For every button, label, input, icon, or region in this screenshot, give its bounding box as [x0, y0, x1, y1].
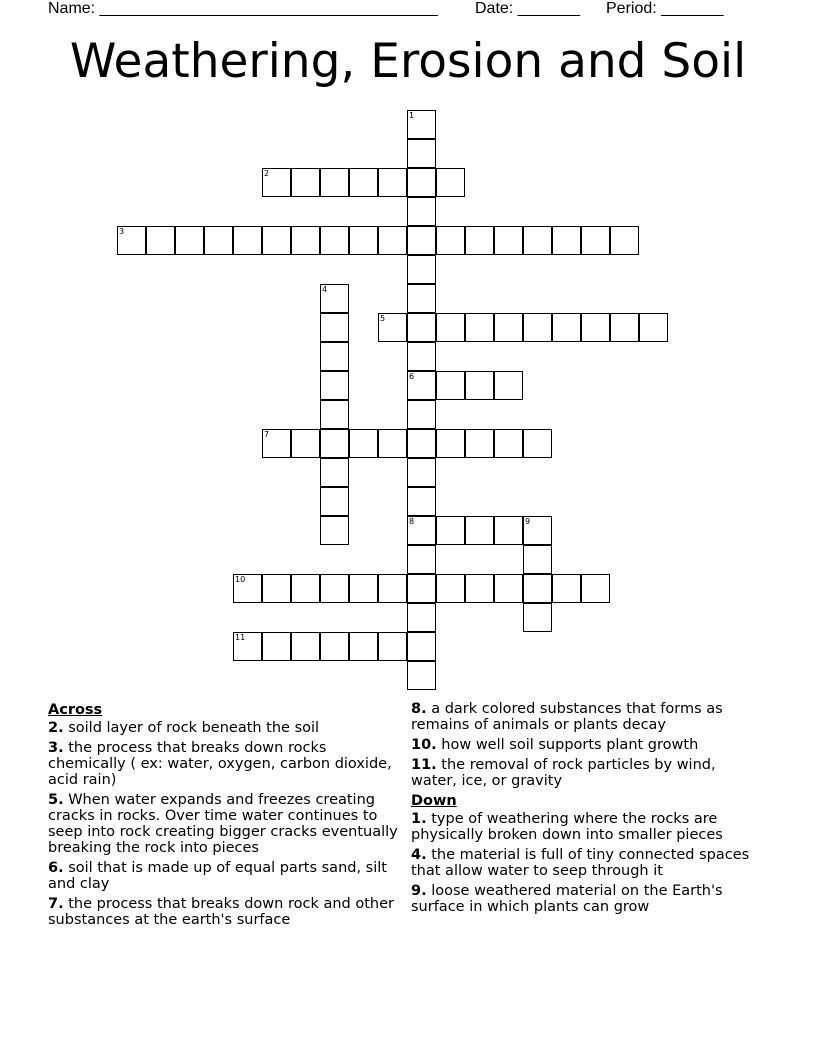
clue-text: soild layer of rock beneath the soil	[68, 720, 320, 736]
crossword-cell[interactable]	[407, 139, 436, 168]
crossword-cell[interactable]	[523, 226, 552, 255]
clue-down-9	[411, 883, 751, 915]
crossword-cell[interactable]	[407, 632, 436, 661]
clue-number: 6.	[48, 860, 64, 876]
crossword-cell[interactable]	[581, 313, 610, 342]
clue-text: the removal of rock particles by wind, water, ice, or gravity	[411, 757, 716, 789]
crossword-cell[interactable]	[407, 197, 436, 226]
crossword-cell[interactable]	[581, 574, 610, 603]
crossword-cell[interactable]	[233, 632, 262, 661]
date-field[interactable]: Date: _______	[475, 0, 580, 17]
across-heading: Across	[48, 702, 103, 718]
clue-text: When water expands and freezes creating cracks in rocks. Over time water continues to seep into rock creating bigger cracks eventually breaking the rock into pieces	[48, 792, 398, 856]
clue-text: type of weathering where the rocks are physically broken down into smaller pieces	[411, 811, 723, 843]
cell-number: 5	[380, 314, 386, 323]
crossword-cell[interactable]	[378, 429, 407, 458]
clue-across-10	[411, 737, 751, 753]
clue-text: the process that breaks down rocks chemically ( ex: water, oxygen, carbon dioxide, acid rain)	[48, 740, 392, 788]
clue-number: 9.	[411, 883, 427, 899]
crossword-cell[interactable]	[436, 226, 465, 255]
clue-text: the material is full of tiny connected spaces that allow water to seep through it	[411, 847, 750, 879]
crossword-cell[interactable]	[407, 458, 436, 487]
crossword-cell[interactable]	[465, 226, 494, 255]
crossword-cell[interactable]	[523, 313, 552, 342]
cell-number: 3	[119, 227, 125, 236]
cell-number: 2	[264, 169, 270, 178]
crossword-cell[interactable]	[407, 110, 436, 139]
crossword-cell[interactable]	[320, 168, 349, 197]
crossword-cell[interactable]	[494, 226, 523, 255]
crossword-cell[interactable]	[291, 632, 320, 661]
crossword-cell[interactable]	[523, 574, 552, 603]
crossword-cell[interactable]	[465, 371, 494, 400]
crossword-cell[interactable]	[378, 226, 407, 255]
crossword-cell[interactable]	[349, 429, 378, 458]
crossword-cell[interactable]	[465, 429, 494, 458]
crossword-cell[interactable]	[407, 342, 436, 371]
crossword-cell[interactable]	[262, 574, 291, 603]
crossword-cell[interactable]	[610, 226, 639, 255]
crossword-cell[interactable]	[320, 574, 349, 603]
cell-number: 10	[235, 575, 246, 584]
crossword-cell[interactable]	[407, 603, 436, 632]
clue-down-1	[411, 811, 751, 843]
crossword-cell[interactable]	[436, 371, 465, 400]
crossword-cell[interactable]	[523, 516, 552, 545]
crossword-cell[interactable]	[320, 284, 349, 313]
crossword-cell[interactable]	[262, 429, 291, 458]
clue-text: a dark colored substances that forms as remains of animals or plants decay	[411, 701, 723, 733]
crossword-cell[interactable]	[320, 632, 349, 661]
clue-across-11	[411, 757, 751, 789]
crossword-cell[interactable]	[494, 574, 523, 603]
crossword-cell[interactable]	[320, 429, 349, 458]
crossword-cell[interactable]	[320, 516, 349, 545]
crossword-cell[interactable]	[581, 226, 610, 255]
clues-column-right	[411, 701, 751, 919]
name-field[interactable]: Name: ______________________________________	[48, 0, 438, 17]
crossword-cell[interactable]	[407, 371, 436, 400]
crossword-cell[interactable]	[436, 313, 465, 342]
crossword-cell[interactable]	[320, 342, 349, 371]
crossword-cell[interactable]	[175, 226, 204, 255]
clue-across-5	[48, 792, 400, 856]
period-field[interactable]: Period: _______	[606, 0, 724, 17]
crossword-cell[interactable]	[436, 429, 465, 458]
crossword-cell[interactable]	[407, 545, 436, 574]
crossword-cell[interactable]	[552, 226, 581, 255]
crossword-cell[interactable]	[407, 429, 436, 458]
crossword-cell[interactable]	[378, 632, 407, 661]
clue-number: 11.	[411, 757, 437, 773]
crossword-cell[interactable]	[320, 487, 349, 516]
crossword-cell[interactable]	[407, 487, 436, 516]
crossword-cell[interactable]	[291, 226, 320, 255]
clue-text: loose weathered material on the Earth's surface in which plants can grow	[411, 883, 723, 915]
clue-across-2	[48, 720, 400, 736]
crossword-cell[interactable]	[349, 574, 378, 603]
crossword-cell[interactable]	[378, 168, 407, 197]
crossword-cell[interactable]	[320, 458, 349, 487]
crossword-cell[interactable]	[494, 429, 523, 458]
crossword-cell[interactable]	[291, 168, 320, 197]
clue-number: 2.	[48, 720, 64, 736]
crossword-cell[interactable]	[378, 574, 407, 603]
crossword-cell[interactable]	[407, 574, 436, 603]
clues-column-left	[48, 701, 400, 932]
clue-number: 8.	[411, 701, 427, 717]
crossword-cell[interactable]	[262, 632, 291, 661]
crossword-cell[interactable]	[436, 574, 465, 603]
clue-text: how well soil supports plant growth	[441, 737, 699, 753]
crossword-cell[interactable]	[407, 516, 436, 545]
crossword-cell[interactable]	[349, 226, 378, 255]
clue-number: 5.	[48, 792, 64, 808]
clue-text: soil that is made up of equal parts sand, silt and clay	[48, 860, 387, 892]
crossword-cell[interactable]	[262, 168, 291, 197]
crossword-cell[interactable]	[146, 226, 175, 255]
crossword-cell[interactable]	[407, 168, 436, 197]
crossword-cell[interactable]	[378, 313, 407, 342]
cell-number: 11	[235, 633, 246, 642]
crossword-cell[interactable]	[320, 313, 349, 342]
clue-number: 10.	[411, 737, 437, 753]
crossword-cell[interactable]	[233, 574, 262, 603]
clue-across-8	[411, 701, 751, 733]
crossword-cell[interactable]	[465, 313, 494, 342]
crossword-cell[interactable]	[523, 603, 552, 632]
clue-across-3	[48, 740, 400, 788]
crossword-cell[interactable]	[407, 661, 436, 690]
crossword-cell[interactable]	[262, 226, 291, 255]
crossword-cell[interactable]	[291, 429, 320, 458]
cell-number: 6	[409, 372, 415, 381]
crossword-cell[interactable]	[494, 516, 523, 545]
crossword-cell[interactable]	[639, 313, 668, 342]
crossword-cell[interactable]	[407, 255, 436, 284]
crossword-cell[interactable]	[436, 516, 465, 545]
clue-across-7	[48, 896, 400, 928]
crossword-cell[interactable]	[320, 226, 349, 255]
crossword-cell[interactable]	[494, 371, 523, 400]
crossword-cell[interactable]	[465, 516, 494, 545]
crossword-cell[interactable]	[494, 313, 523, 342]
clue-number: 1.	[411, 811, 427, 827]
cell-number: 4	[322, 285, 328, 294]
cell-number: 7	[264, 430, 270, 439]
crossword-cell[interactable]	[233, 226, 262, 255]
crossword-cell[interactable]	[204, 226, 233, 255]
crossword-cell[interactable]	[523, 545, 552, 574]
crossword-cell[interactable]	[552, 574, 581, 603]
crossword-cell[interactable]	[552, 313, 581, 342]
crossword-cell[interactable]	[407, 400, 436, 429]
clue-down-4	[411, 847, 751, 879]
cell-number: 8	[409, 517, 415, 526]
crossword-cell[interactable]	[117, 226, 146, 255]
clue-number: 4.	[411, 847, 427, 863]
crossword-cell[interactable]	[407, 284, 436, 313]
crossword-cell[interactable]	[523, 429, 552, 458]
crossword-cell[interactable]	[320, 371, 349, 400]
crossword-cell[interactable]	[436, 168, 465, 197]
crossword-cell[interactable]	[291, 574, 320, 603]
crossword-cell[interactable]	[407, 226, 436, 255]
crossword-cell[interactable]	[610, 313, 639, 342]
cell-number: 9	[525, 517, 531, 526]
page-title: Weathering, Erosion and Soil	[69, 34, 747, 89]
crossword-cell[interactable]	[349, 168, 378, 197]
crossword-cell[interactable]	[349, 632, 378, 661]
clue-number: 7.	[48, 896, 64, 912]
crossword-cell[interactable]	[320, 400, 349, 429]
clue-number: 3.	[48, 740, 64, 756]
clue-text: the process that breaks down rock and other substances at the earth's surface	[48, 896, 394, 928]
crossword-cell[interactable]	[465, 574, 494, 603]
down-heading: Down	[411, 793, 457, 809]
clue-across-6	[48, 860, 400, 892]
crossword-cell[interactable]	[407, 313, 436, 342]
cell-number: 1	[409, 111, 415, 120]
